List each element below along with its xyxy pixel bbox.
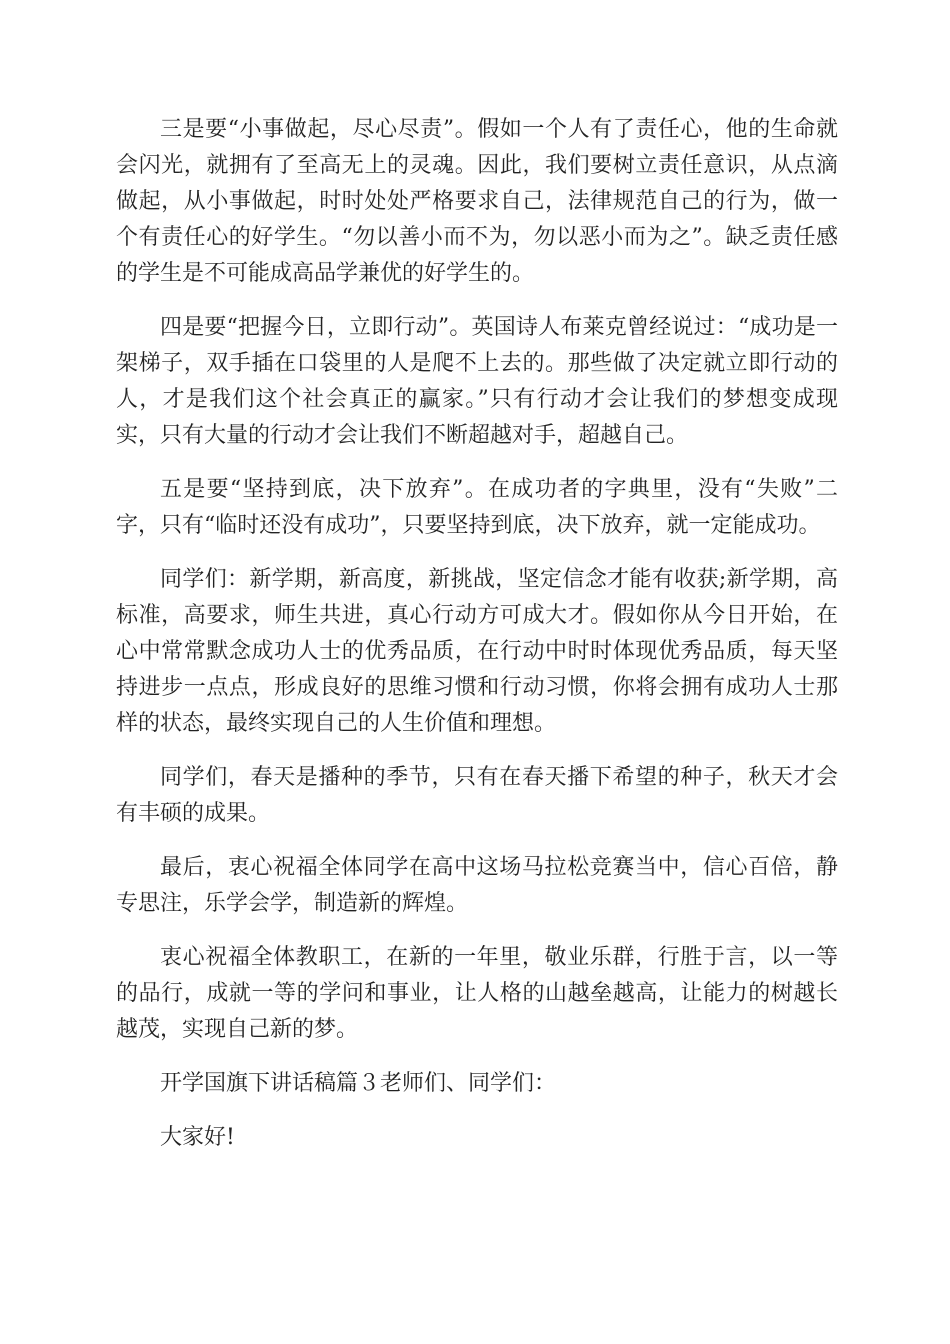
- paragraph-action: 四是要“把握今日，立即行动”。英国诗人布莱克曾经说过：“成功是一架梯子，双手插在口袋里的人是爬不上去的。那些做了决定就立即行动的人，才是我们这个社会真正的赢家。”只有行动才会让我们的梦想变成现实，只有大量的行动才会让我们不断超越对手，超越自己。: [116, 315, 838, 448]
- document-body: [116, 112, 838, 1174]
- paragraph-greeting: 大家好!: [160, 1125, 235, 1150]
- paragraph-spring: 同学们，春天是播种的季节，只有在春天播下希望的种子，秋天才会有丰硕的成果。: [116, 765, 838, 826]
- paragraph-speech-title: 开学国旗下讲话稿篇３老师们、同学们：: [160, 1071, 557, 1096]
- paragraph-wish-students: 最后，衷心祝福全体同学在高中这场马拉松竞赛当中，信心百倍，静专思注，乐学会学，制造新的辉煌。: [116, 855, 838, 916]
- paragraph-new-term: 同学们：新学期，新高度，新挑战，坚定信念才能有收获;新学期，高标准，高要求，师生共进，真心行动方可成大才。假如你从今日开始，在心中常常默念成功人士的优秀品质，在行动中时时体现优秀品质，每天坚持进步一点点，形成良好的思维习惯和行动习惯，你将会拥有成功人士那样的状态，最终实现自己的人生价值和理想。: [116, 567, 838, 736]
- paragraph-wish-staff: 衷心祝福全体教职工，在新的一年里，敬业乐群，行胜于言，以一等的品行，成就一等的学问和事业，让人格的山越垒越高，让能力的树越长越茂，实现自己新的梦。: [116, 945, 838, 1042]
- paragraph-duty: 三是要“小事做起，尽心尽责”。假如一个人有了责任心，他的生命就会闪光，就拥有了至高无上的灵魂。因此，我们要树立责任意识，从点滴做起，从小事做起，时时处处严格要求自己，法律规范自己的行为，做一个有责任心的好学生。“勿以善小而不为，勿以恶小而为之”。缺乏责任感的学生是不可能成高品学兼优的好学生的。: [116, 117, 838, 286]
- paragraph-persistence: 五是要“坚持到底，决下放弃”。在成功者的字典里，没有“失败”二字，只有“临时还没有成功”，只要坚持到底，决下放弃，就一定能成功。: [116, 477, 838, 538]
